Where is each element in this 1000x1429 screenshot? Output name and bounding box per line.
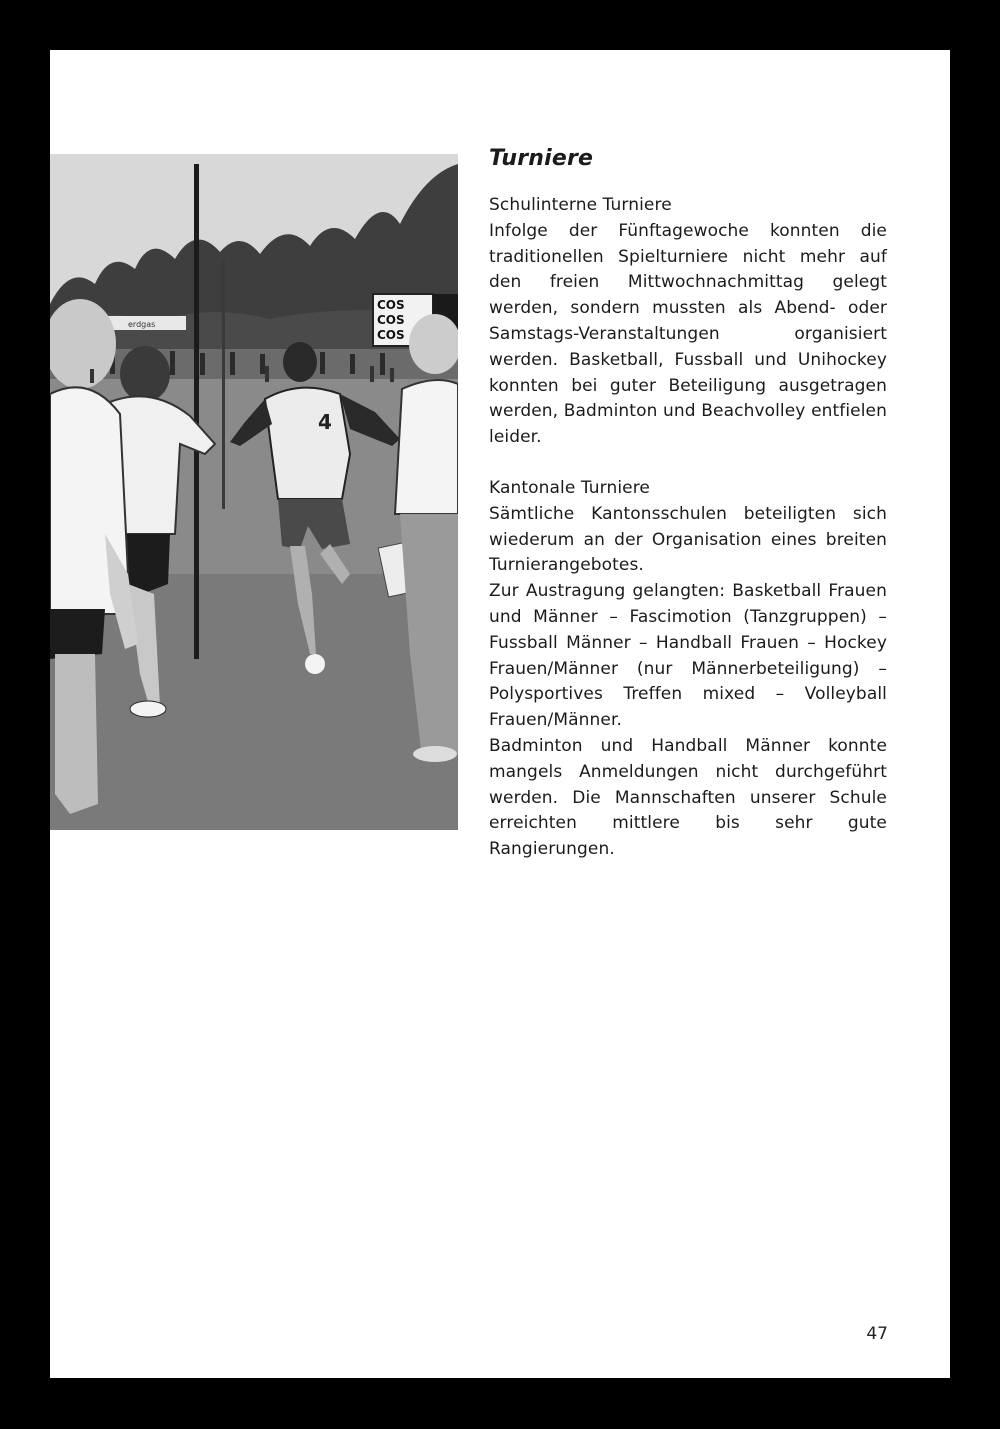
section-paragraph-cantonal-1: Sämtliche Kantonsschulen beteiligten sich wiederum an der Organisation eines breiten Turnierangebotes.: [489, 503, 887, 576]
sign-text-1: COS: [377, 298, 405, 312]
section-spacer: [489, 451, 887, 476]
jersey-number: 4: [318, 410, 332, 434]
sign-text-2: COS: [377, 313, 405, 327]
page-number: 47: [866, 1324, 888, 1344]
article-heading: Turniere: [489, 146, 594, 171]
document-page: [50, 50, 950, 1378]
section-paragraph-cantonal-2: Zur Austragung gelangten: Basketball Frauen und Männer – Fascimotion (Tanzgruppen) – Fussball Männer – Handball Frauen – Hockey Frauen/Männer (nur Männerbeteiligung) – Polysportives Treffen mixed – Volleyball Frauen/Männer.: [489, 581, 887, 731]
article-text: [489, 146, 887, 863]
relay-race-photo: [50, 154, 458, 830]
section-paragraph-cantonal-3: Badminton und Handball Männer konnte mangels Anmeldungen nicht durchgeführt werden. Die Mannschaften unserer Schule erreichten mittlere bis sehr gute Rangierungen.: [489, 735, 887, 860]
sign-text-3: COS: [377, 328, 405, 342]
section-subheading-cantonal: Kantonale Turniere: [489, 477, 650, 498]
section-paragraph-internal: Infolge der Fünftagewoche konnten die traditionellen Spielturniere nicht mehr auf den freien Mittwochnachmittag gelegt werden, sondern mussten als Abend- oder Samstags-Veranstaltungen organisiert werden. Basketball, Fussball und Unihockey konnten bei guter Beteiligung ausgetragen werden, Badminton und Beachvolley entfielen leider.: [489, 220, 887, 448]
section-subheading-internal: Schulinterne Turniere: [489, 195, 672, 215]
banner-text: erdgas: [128, 320, 156, 329]
